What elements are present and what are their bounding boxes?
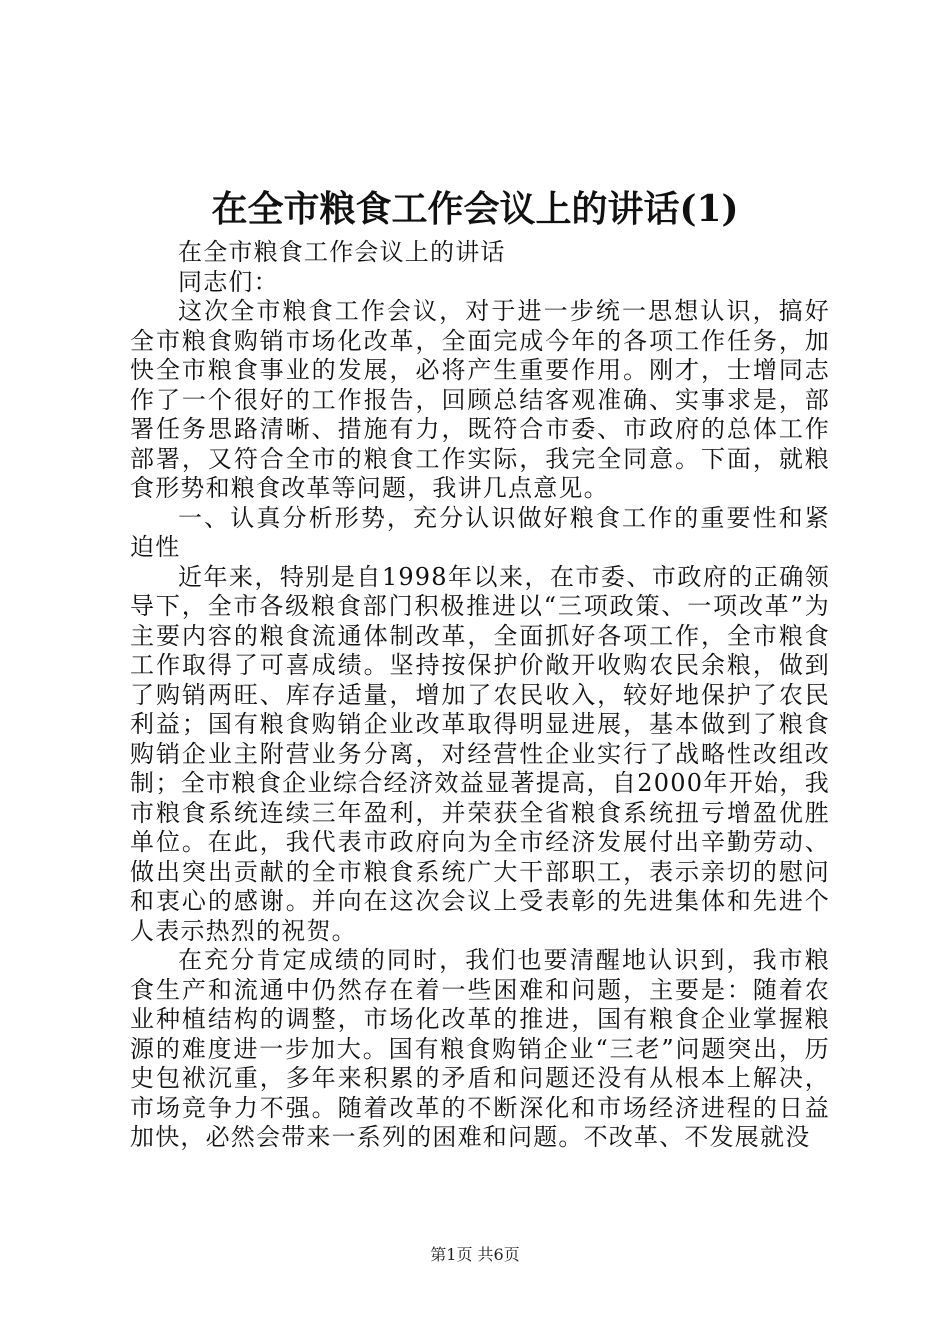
page-footer: 第1页 共6页 bbox=[430, 1245, 520, 1264]
body-paragraph-subtitle: 在全市粮食工作会议上的讲话 bbox=[178, 238, 506, 266]
document-title: 在全市粮食工作会议上的讲话(1) bbox=[211, 188, 739, 230]
body-paragraph-salutation: 同志们： bbox=[178, 267, 279, 296]
document-body bbox=[130, 238, 830, 1153]
body-paragraph-intro: 这次全市粮食工作会议，对于进一步统一思想认识，搞好全市粮食购销市场化改革，全面完成今年的各项工作任务，加快全市粮食事业的发展，必将产生重要作用。刚才，士增同志作了一个很好的工作报告，回顾总结客观准确、实事求是，部署任务思路清晰、措施有力，既符合市委、市政府的总体工作部署，又符合全市的粮食工作实际，我完全同意。下面，就粮食形势和粮食改革等问题，我讲几点意见。 bbox=[130, 297, 830, 502]
body-paragraph-achievements: 近年来，特别是自1998年以来，在市委、市政府的正确领导下，全市各级粮食部门积极推进以“三项政策、一项改革”为主要内容的粮食流通体制改革，全面抓好各项工作，全市粮食工作取得了可喜成绩。坚持按保护价敞开收购农民余粮，做到了购销两旺、库存适量，增加了农民收入，较好地保护了农民利益；国有粮食购销企业改革取得明显进展，基本做到了粮食购销企业主附营业务分离，对经营性企业实行了战略性改组改制；全市粮食企业综合经济效益显著提高，自2000年开始，我市粮食系统连续三年盈利，并荣获全省粮食系统扭亏增盈优胜单位。在此，我代表市政府向为全市经济发展付出辛勤劳动、做出突出贡献的全市粮食系统广大干部职工，表示亲切的慰问和衷心的感谢。并向在这次会议上受表彰的先进集体和先进个人表示热烈的祝贺。 bbox=[130, 562, 830, 945]
body-paragraph-problems: 在充分肯定成绩的同时，我们也要清醒地认识到，我市粮食生产和流通中仍然存在着一些困难和问题，主要是：随着农业种植结构的调整，市场化改革的推进，国有粮食企业掌握粮源的难度进一步加大。国有粮食购销企业“三老”问题突出，历史包袱沉重，多年来积累的矛盾和问题还没有从根本上解决，市场竞争力不强。随着改革的不断深化和市场经济进程的日益加快，必然会带来一系列的困难和问题。不改革、不发展就没 bbox=[130, 946, 830, 1151]
section-heading-1: 一、认真分析形势，充分认识做好粮食工作的重要性和紧迫性 bbox=[130, 503, 830, 561]
